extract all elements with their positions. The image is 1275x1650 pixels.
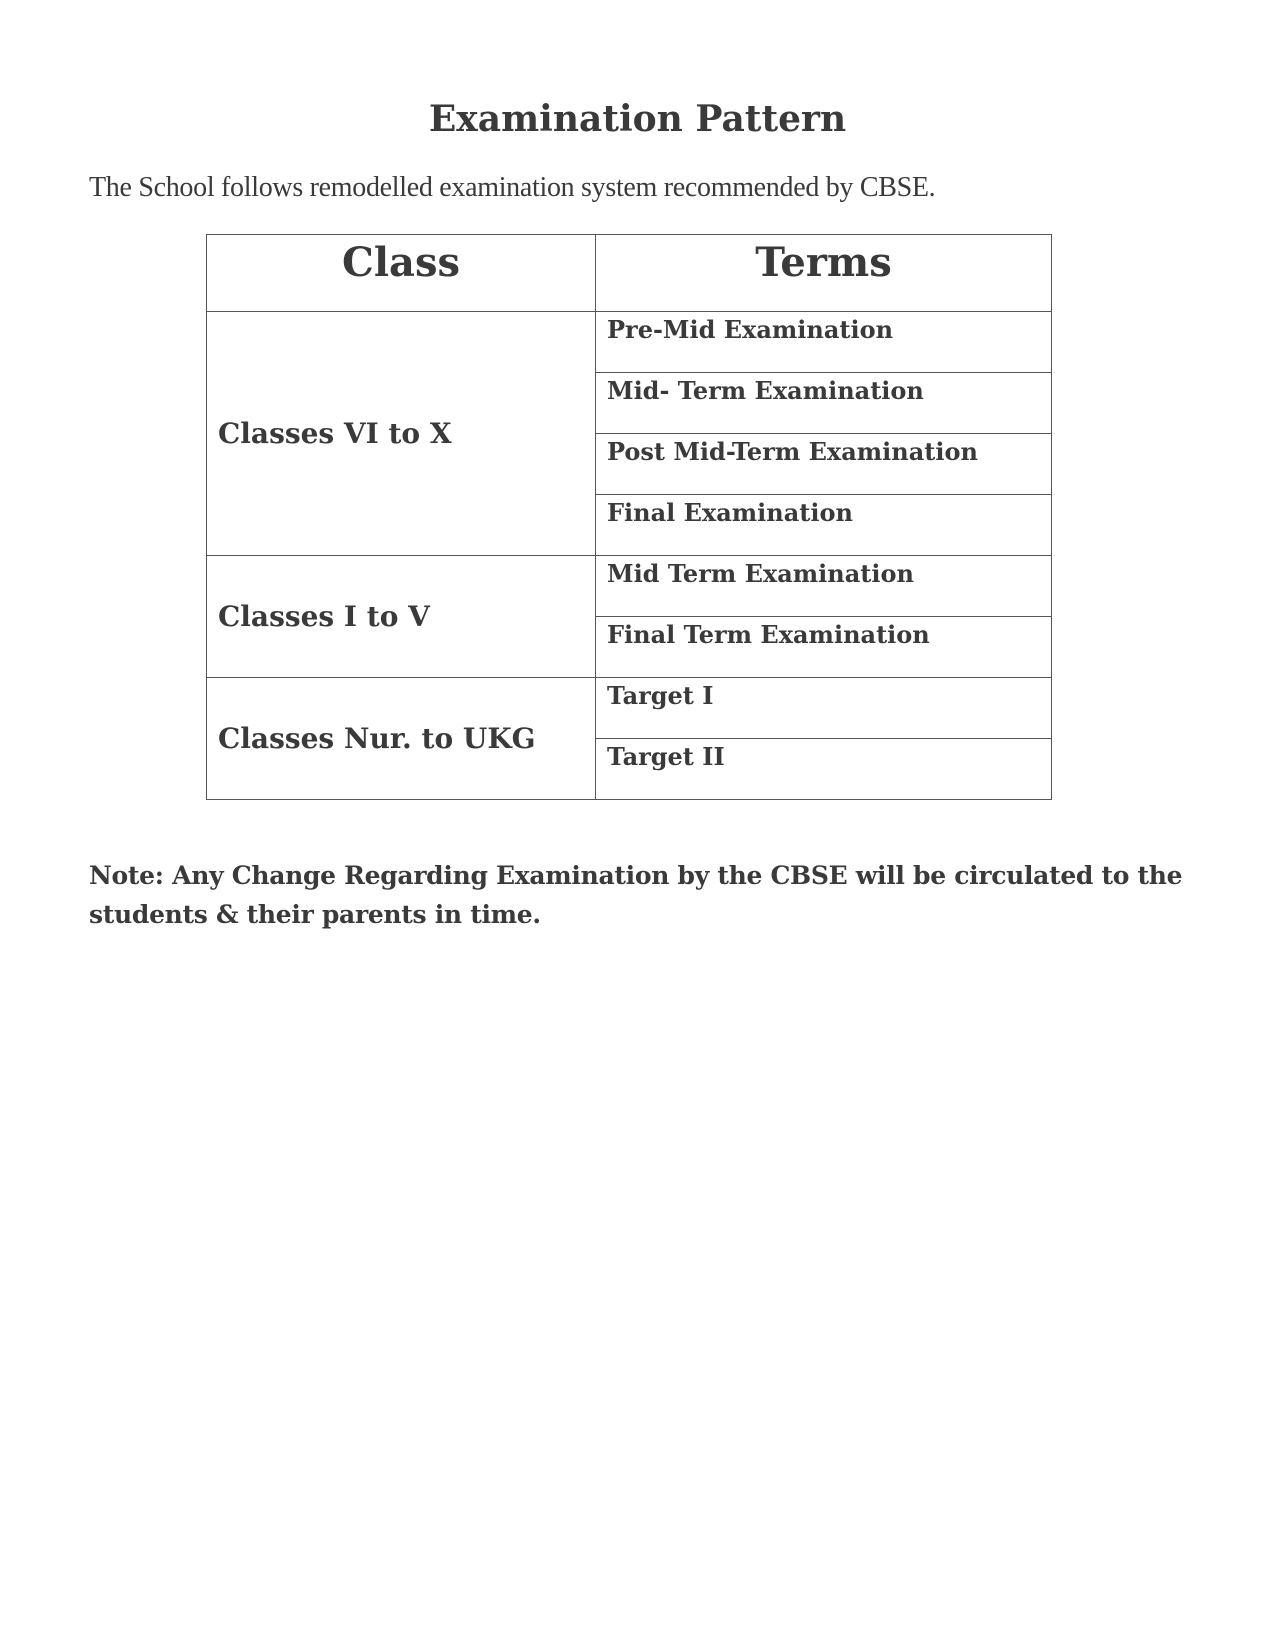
class-cell: Classes VI to X — [207, 312, 596, 556]
term-cell: Final Term Examination — [596, 617, 1052, 678]
class-cell: Classes I to V — [207, 556, 596, 678]
term-cell: Pre-Mid Examination — [596, 312, 1052, 373]
term-cell: Target II — [596, 739, 1052, 800]
term-cell: Post Mid-Term Examination — [596, 434, 1052, 495]
term-cell: Final Examination — [596, 495, 1052, 556]
term-cell: Target I — [596, 678, 1052, 739]
examination-table — [206, 234, 1052, 800]
page-title: Examination Pattern — [428, 98, 847, 140]
class-column-header: Class — [207, 235, 596, 312]
note-paragraph: Note: Any Change Regarding Examination by the CBSE will be circulated to the students & their parents in time. — [89, 861, 1183, 929]
class-cell: Classes Nur. to UKG — [207, 678, 596, 800]
intro-paragraph: The School follows remodelled examination system recommended by CBSE. — [89, 172, 936, 203]
table-row — [207, 312, 1052, 373]
term-cell: Mid Term Examination — [596, 556, 1052, 617]
term-cell: Mid- Term Examination — [596, 373, 1052, 434]
table-header-row — [207, 235, 1052, 312]
table-row — [207, 678, 1052, 739]
terms-column-header: Terms — [596, 235, 1052, 312]
table-row — [207, 556, 1052, 617]
